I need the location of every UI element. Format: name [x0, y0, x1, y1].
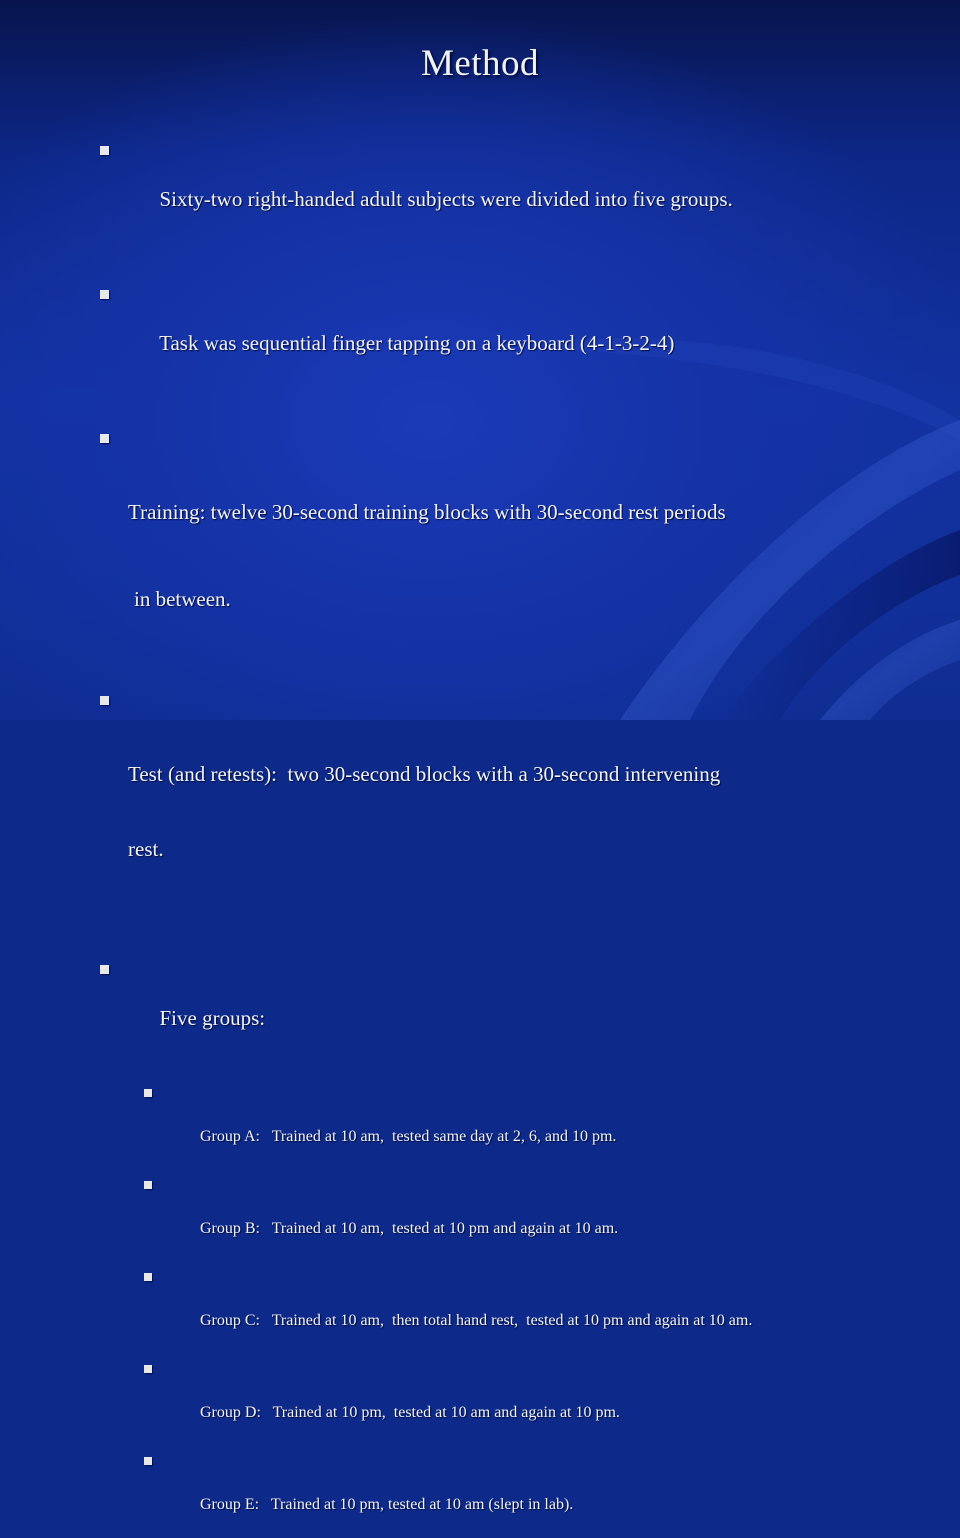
- square-bullet-icon: [144, 1365, 152, 1373]
- square-bullet-icon: [144, 1181, 152, 1189]
- group-text: Group D: Trained at 10 pm, tested at 10 am and again at 10 pm.: [200, 1404, 620, 1421]
- bullet-item: [100, 687, 890, 912]
- group-item: [144, 1174, 934, 1262]
- bullet-item: [100, 137, 890, 237]
- group-text: Group B: Trained at 10 am, tested at 10 pm and again at 10 am.: [200, 1220, 619, 1237]
- bullet-item: [100, 425, 890, 662]
- bullet-item: [100, 281, 890, 381]
- slide-title: Method: [420, 43, 540, 84]
- square-bullet-icon: [100, 696, 109, 705]
- bullet-text: Training: twelve 30-second training blocks with 30-second rest periods: [128, 500, 726, 524]
- group-text: Group C: Trained at 10 am, then total hand rest, tested at 10 pm and again at 10 am.: [200, 1312, 753, 1329]
- bullet-text: Sixty-two right-handed adult subjects were divided into five groups.: [159, 187, 733, 211]
- bullet-item: [100, 956, 890, 1056]
- bullet-text: Five groups:: [159, 1006, 266, 1030]
- square-bullet-icon: [100, 290, 109, 299]
- group-item: [144, 1266, 934, 1354]
- group-item: [144, 1358, 934, 1446]
- square-bullet-icon: [144, 1457, 152, 1465]
- bullet-text: Test (and retests): two 30-second blocks with a 30-second intervening: [128, 762, 721, 786]
- square-bullet-icon: [144, 1089, 152, 1097]
- square-bullet-icon: [144, 1273, 152, 1281]
- group-text: Group E: Trained at 10 pm, tested at 10 am (slept in lab).: [200, 1496, 574, 1513]
- square-bullet-icon: [100, 146, 109, 155]
- group-item: [144, 1450, 934, 1538]
- square-bullet-icon: [100, 434, 109, 443]
- group-text: Group A: Trained at 10 am, tested same day at 2, 6, and 10 pm.: [200, 1128, 617, 1145]
- bullet-text-continued: rest.: [128, 837, 164, 861]
- bullet-list: [100, 130, 890, 1513]
- group-list: [144, 1082, 934, 1538]
- group-item: [144, 1082, 934, 1170]
- bullet-text-continued: in between.: [134, 587, 231, 611]
- bullet-text: Task was sequential finger tapping on a keyboard (4-1-3-2-4): [159, 331, 675, 355]
- square-bullet-icon: [100, 965, 109, 974]
